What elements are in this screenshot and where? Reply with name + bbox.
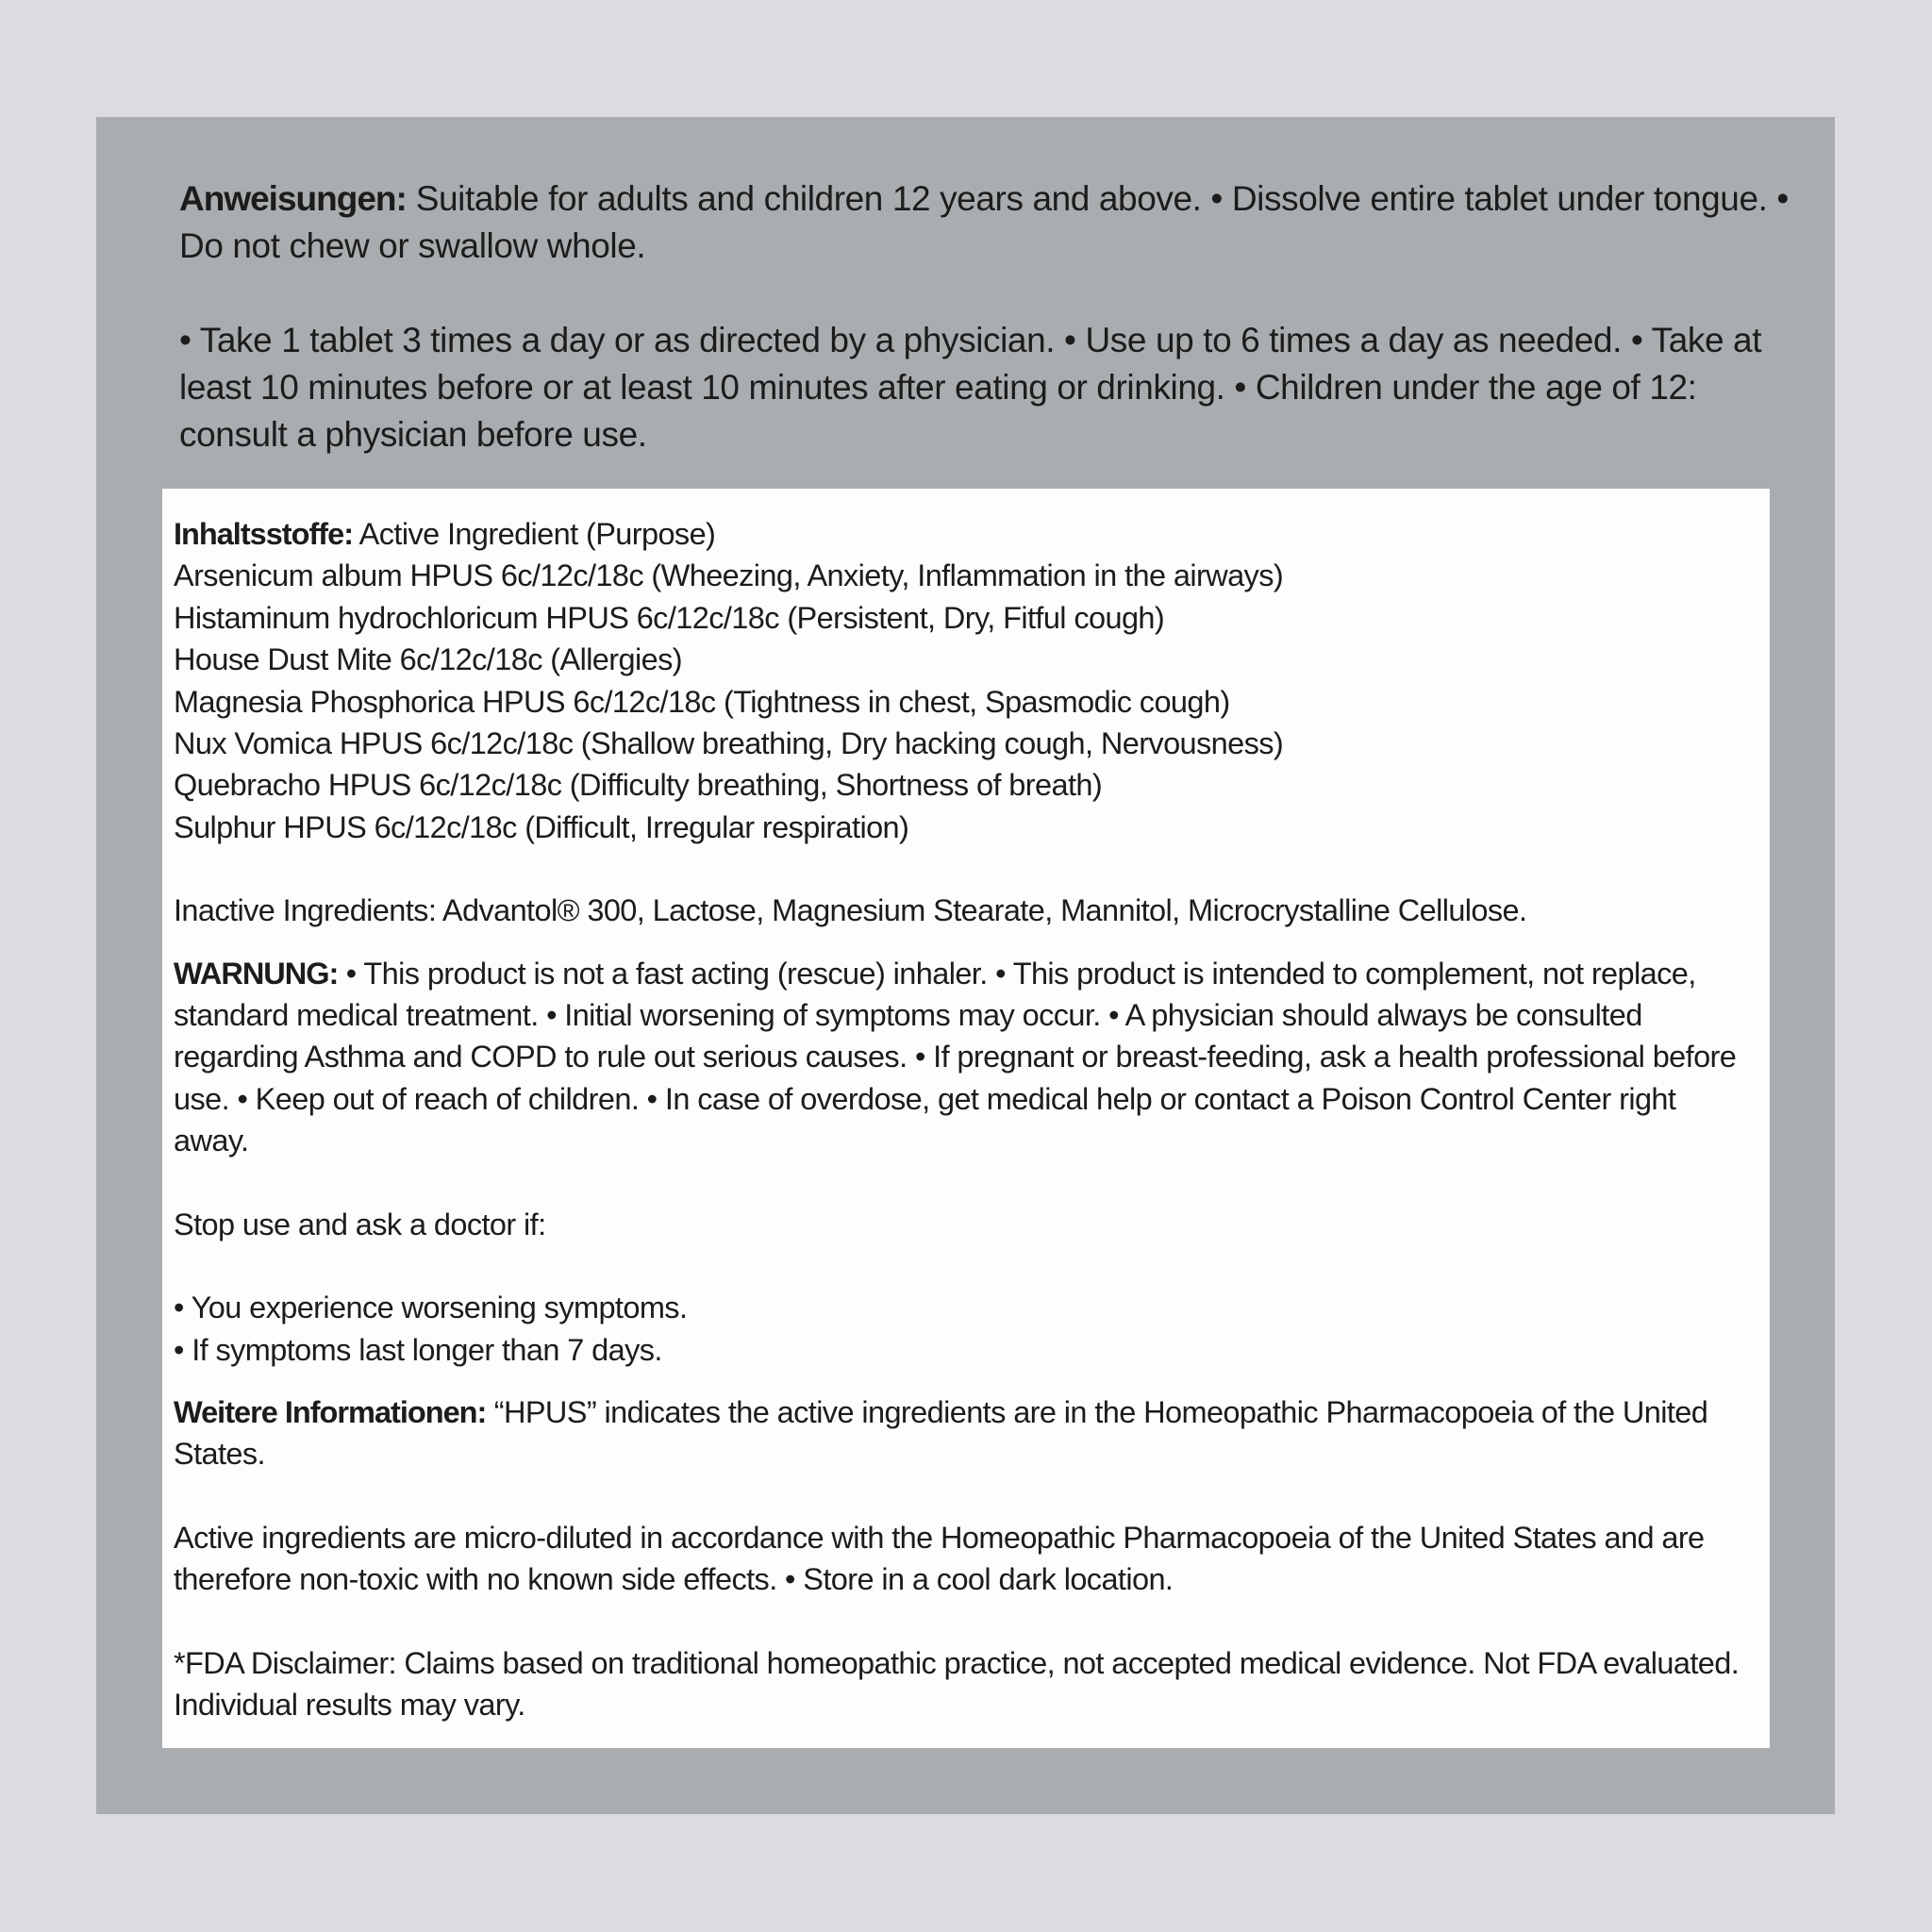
more-info-text: “HPUS” indicates the active ingredients are in the Homeopathic Pharmacopoeia of the United States.	[174, 1394, 1708, 1472]
dilution-paragraph: Active ingredients are micro-diluted in accordance with the Homeopathic Pharmacopoeia of the United States and are therefore non-toxic with no known side effects. • Store in a cool dark location.	[174, 1520, 1705, 1597]
directions-text-1: Suitable for adults and children 12 years and above. • Dissolve entire tablet under tongue. • Do not chew or swallow whole.	[179, 179, 1789, 265]
stop-use-heading: Stop use and ask a doctor if:	[174, 1207, 546, 1241]
inactive-ingredients: Inactive Ingredients: Advantol® 300, Lactose, Magnesium Stearate, Mannitol, Microcrystalline Cellulose.	[174, 893, 1527, 928]
warning-text: • This product is not a fast acting (rescue) inhaler. • This product is intended to complement, not replace, standard medical treatment. • Initial worsening of symptoms may occur. • A physician should always be consulted regarding Asthma and COPD to rule out serious causes. • If pregnant or breast-feeding, ask a health professional before use. • Keep out of reach of children. • In case of overdose, get medical help or contact a Poison Control Center right away.	[174, 956, 1737, 1158]
active-ingredient: Arsenicum album HPUS 6c/12c/18c (Wheezing, Anxiety, Inflammation in the airways)	[174, 558, 1284, 593]
active-ingredient: House Dust Mite 6c/12c/18c (Allergies)	[174, 642, 682, 677]
directions-paragraph-2: • Take 1 tablet 3 times a day or as directed by a physician. • Use up to 6 times a day as needed. • Take at least 10 minutes before or at least 10 minutes after eating or drinking. • Children under the age of 12: consult a physician before use.	[179, 321, 1762, 454]
directions-label: Anweisungen:	[179, 179, 407, 218]
more-info-label: Weitere Informationen:	[174, 1394, 487, 1429]
directions-paragraph-1	[179, 175, 1802, 270]
ingredients-section	[174, 513, 1758, 848]
info-box	[162, 489, 1770, 1748]
list-item: • If symptoms last longer than 7 days.	[174, 1332, 662, 1367]
warning-paragraph	[174, 953, 1758, 1162]
ingredients-header: Active Ingredient (Purpose)	[353, 517, 716, 551]
active-ingredient: Sulphur HPUS 6c/12c/18c (Difficult, Irregular respiration)	[174, 809, 909, 844]
stop-use-list	[174, 1287, 1758, 1371]
active-ingredient: Nux Vomica HPUS 6c/12c/18c (Shallow breathing, Dry hacking cough, Nervousness)	[174, 726, 1284, 761]
label-panel	[96, 117, 1835, 1814]
ingredients-header-line	[174, 513, 1758, 555]
info-content	[174, 513, 1758, 1725]
warning-label: WARNUNG:	[174, 956, 339, 991]
active-ingredient: Magnesia Phosphorica HPUS 6c/12c/18c (Tightness in chest, Spasmodic cough)	[174, 684, 1230, 719]
active-ingredient: Histaminum hydrochloricum HPUS 6c/12c/18c (Persistent, Dry, Fitful cough)	[174, 600, 1165, 635]
list-item: • You experience worsening symptoms.	[174, 1291, 688, 1325]
ingredients-label: Inhaltsstoffe:	[174, 517, 354, 551]
directions-section	[179, 175, 1802, 458]
more-info-paragraph	[174, 1391, 1758, 1475]
fda-disclaimer: *FDA Disclaimer: Claims based on traditional homeopathic practice, not accepted medical evidence. Not FDA evaluated. Individual results may vary.	[174, 1645, 1740, 1722]
active-ingredient: Quebracho HPUS 6c/12c/18c (Difficulty breathing, Shortness of breath)	[174, 768, 1103, 803]
